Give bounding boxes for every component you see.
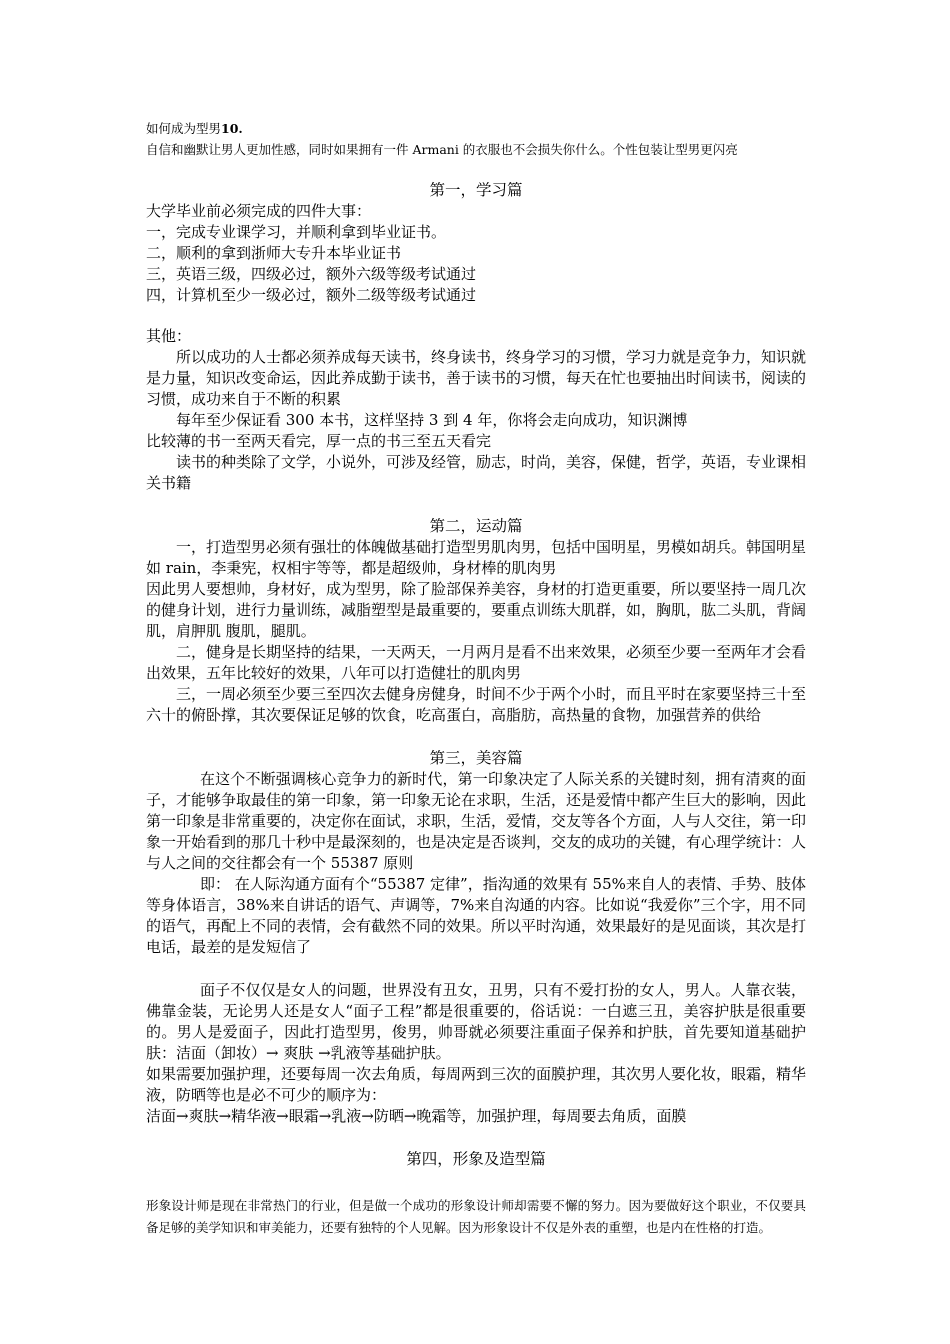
paragraph: 一，打造型男必须有强壮的体魄做基础打造型男肌肉男，包括中国明星，男模如胡兵。韩国明星如 rain，李秉宪，权相宇等等，都是超级帅，身材棒的肌肉男 <box>146 538 807 577</box>
section-heading-beauty: 第三，美容篇 <box>429 749 523 767</box>
paragraph: 即： 在人际沟通方面有个“55387 定律”，指沟通的效果有 55%来自人的表情、手势、肢体等身体语言，38%来自讲话的语气、声调等，7%来自沟通的内容。比如说“我爱你”三个字，用不同的语气，再配上不同的表情，会有截然不同的效果。所以平时沟通，效果最好的是见面谈，其次是打电话，最差的是发短信了 <box>146 875 807 956</box>
section-heading-study: 第一，学习篇 <box>429 181 523 199</box>
other-label: 其他： <box>146 327 192 345</box>
paragraph: 所以成功的人士都必须养成每天读书，终身读书，终身学习的习惯，学习力就是竞争力，知识就是力量，知识改变命运，因此养成勤于读书，善于读书的习惯，每天在忙也要抽出时间读书，阅读的习惯，成功来自于不断的积累 <box>146 348 807 408</box>
paragraph: 形象设计师是现在非常热门的行业，但是做一个成功的形象设计师却需要不懈的努力。因为要做好这个职业，不仅要具备足够的美学知识和审美能力，还要有独特的个人见解。因为形象设计不仅是外表的重塑，也是内在性格的打造。 <box>146 1198 806 1235</box>
study-item: 一，完成专业课学习，并顺利拿到毕业证书。 <box>146 223 447 241</box>
paragraph: 如果需要加强护理，还要每周一次去角质，每周两到三次的面膜护理，其次男人要化妆，眼霜，精华液，防晒等也是必不可少的顺序为： <box>146 1065 807 1104</box>
paragraph: 比较薄的书一至两天看完，厚一点的书三至五天看完 <box>146 432 492 450</box>
paragraph: 因此男人要想帅，身材好，成为型男，除了脸部保养美容，身材的打造更重要，所以要坚持一周几次的健身计划，进行力量训练，减脂塑型是最重要的，要重点训练大肌群，如，胸肌，肱二头肌，背阔肌，肩胛肌 腹肌，腿肌。 <box>146 580 807 640</box>
paragraph: 三，一周必须至少要三至四次去健身房健身，时间不少于两个小时，而且平时在家要坚持三十至六十的俯卧撑，其次要保证足够的饮食，吃高蛋白，高脂肪，高热量的食物，加强营养的供给 <box>146 685 807 724</box>
title-number: 10. <box>221 121 243 136</box>
study-item: 二，顺利的拿到浙师大专升本毕业证书 <box>146 244 402 262</box>
paragraph: 读书的种类除了文学，小说外，可涉及经管，励志，时尚，美容，保健，哲学，英语，专业课相关书籍 <box>146 453 807 492</box>
paragraph: 每年至少保证看 300 本书，这样坚持 3 到 4 年，你将会走向成功，知识渊博 <box>176 411 688 429</box>
study-item: 三，英语三级，四级必过，额外六级等级考试通过 <box>146 265 477 283</box>
section-heading-image: 第四，形象及造型篇 <box>406 1150 546 1168</box>
document-title <box>146 118 806 140</box>
study-lead: 大学毕业前必须完成的四件大事： <box>146 202 372 220</box>
title-prefix: 如何成为型男 <box>146 121 222 136</box>
document-page <box>146 118 806 1239</box>
paragraph: 在这个不断强调核心竞争力的新时代，第一印象决定了人际关系的关键时刻，拥有清爽的面子，才能够争取最佳的第一印象，第一印象无论在求职，生活，还是爱情中都产生巨大的影响，因此第一印象是非常重要的，决定你在面试，求职，生活，爱情，交友等各个方面，人与人交往，第一印象一开始看到的那几十秒中是最深刻的，也是决定是否谈判，交友的成功的关键，有心理学统计：人与人之间的交往都会有一个 55387 原则 <box>146 770 807 872</box>
paragraph: 面子不仅仅是女人的问题，世界没有丑女，丑男，只有不爱打扮的女人，男人。人靠衣装，佛靠金装，无论男人还是女人“面子工程”都是很重要的，俗话说：一白遮三丑，美容护肤是很重要的。男人是爱面子，因此打造型男，俊男，帅哥就必须要注重面子保养和护肤，首先要知道基础护肤：洁面（卸妆）→ 爽肤 →乳液等基础护肤。 <box>146 981 806 1062</box>
paragraph: 洁面→爽肤→精华液→眼霜→乳液→防晒→晚霜等，加强护理，每周要去角质，面膜 <box>146 1107 687 1125</box>
intro-line: 自信和幽默让男人更加性感，同时如果拥有一件 Armani 的衣服也不会损失你什么。个性包装让型男更闪亮 <box>146 142 738 157</box>
study-item: 四，计算机至少一级必过，额外二级等级考试通过 <box>146 286 477 304</box>
section-heading-sport: 第二，运动篇 <box>429 517 523 535</box>
paragraph: 二，健身是长期坚持的结果，一天两天，一月两月是看不出来效果，必须至少要一至两年才会看出效果，五年比较好的效果，八年可以打造健壮的肌肉男 <box>146 643 807 682</box>
